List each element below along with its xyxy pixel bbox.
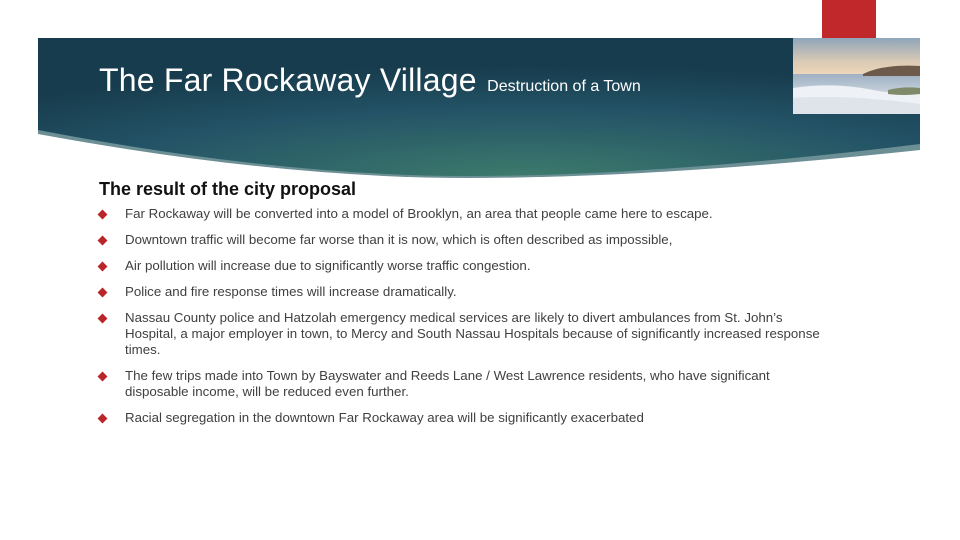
diamond-bullet-icon [98, 314, 108, 324]
bullet-text: Far Rockaway will be converted into a model of Brooklyn, an area that people came here to escape. [125, 206, 713, 221]
beach-photo [793, 38, 920, 114]
section-heading: The result of the city proposal [99, 179, 357, 199]
list-item [99, 206, 829, 222]
bullet-text: Racial segregation in the downtown Far Rockaway area will be significantly exacerbated [125, 410, 644, 425]
title-row [99, 62, 641, 99]
diamond-bullet-icon [98, 262, 108, 272]
diamond-bullet-icon [98, 288, 108, 298]
list-item [99, 284, 829, 300]
list-item [99, 232, 829, 248]
diamond-bullet-icon [98, 414, 108, 424]
bullet-text: The few trips made into Town by Bayswater and Reeds Lane / West Lawrence residents, who have significant disposable income, will be reduced even further. [125, 368, 770, 399]
bullet-text: Nassau County police and Hatzolah emergency medical services are likely to divert ambulances from St. John’s Hospital, a major employer in town, to Mercy and South Nassau Hospitals because of significantly increased response times. [125, 310, 820, 357]
bullet-text: Air pollution will increase due to significantly worse traffic congestion. [125, 258, 531, 273]
diamond-bullet-icon [98, 236, 108, 246]
list-item [99, 410, 829, 426]
bullet-list [99, 206, 829, 436]
slide-subtitle: Destruction of a Town [487, 78, 641, 95]
title-banner [38, 38, 920, 178]
bullet-text: Police and fire response times will increase dramatically. [125, 284, 457, 299]
diamond-bullet-icon [98, 210, 108, 220]
bullet-text: Downtown traffic will become far worse than it is now, which is often described as impossible, [125, 232, 673, 247]
slide-title: The Far Rockaway Village [99, 62, 477, 98]
list-item [99, 368, 829, 400]
diamond-bullet-icon [98, 372, 108, 382]
list-item [99, 310, 829, 358]
list-item [99, 258, 829, 274]
accent-tab [822, 0, 876, 38]
